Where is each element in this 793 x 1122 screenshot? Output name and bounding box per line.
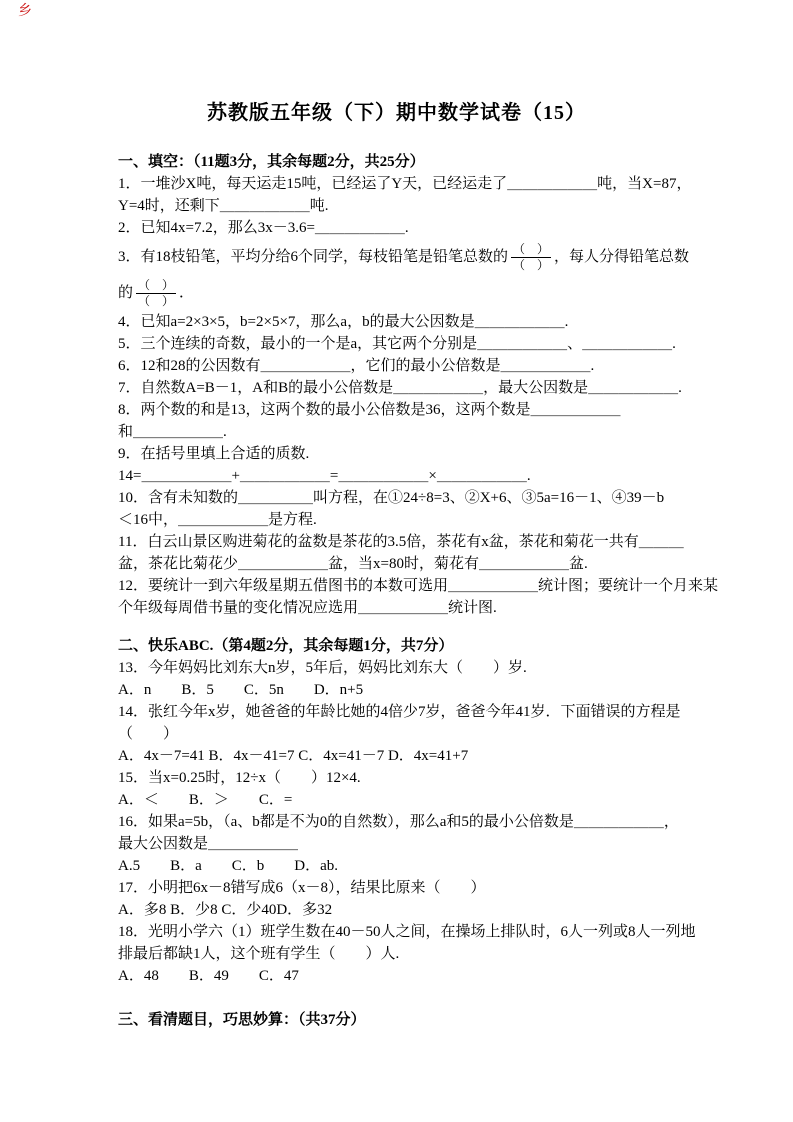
question-18-options: A．48 B．49 C．47 xyxy=(118,968,299,984)
exam-content xyxy=(0,151,793,1031)
page-title: 苏教版五年级（下）期中数学试卷（15） xyxy=(207,102,586,124)
question-16-options: A.5 B．a C．b D．ab. xyxy=(118,858,338,874)
question-3-text-1: 3．有18枝铅笔，平均分给6个同学，每枝铅笔是铅笔总数的 xyxy=(118,249,509,265)
question-10-line2: ＜16中，＿＿＿＿＿＿是方程. xyxy=(118,512,317,528)
question-14-line1: 14．张红今年x岁，她爸爸的年龄比她的4倍少7岁，爸爸今年41岁．下面错误的方程是 xyxy=(118,704,681,720)
question-3-line1 xyxy=(118,239,690,275)
question-7: 7．自然数A=B－1，A和B的最小公倍数是＿＿＿＿＿＿，最大公因数是＿＿＿＿＿＿. xyxy=(118,380,682,396)
section3-heading: 三、看清题目，巧思妙算：（共37分） xyxy=(118,1012,366,1028)
question-16-line1: 16．如果a=5b，（a、b都是不为0的自然数），那么a和5的最小公倍数是＿＿＿＿＿＿， xyxy=(118,814,679,830)
question-10-line1: 10．含有未知数的＿＿＿＿＿叫方程，在①24÷8=3、②X+6、③5a=16－1、④39－b xyxy=(118,490,665,506)
question-11-line1: 11．白云山景区购进菊花的盆数是茶花的3.5倍，茶花有x盆，茶花和菊花一共有＿＿＿ xyxy=(118,534,684,550)
section1-heading: 一、填空：（11题3分，其余每题2分，共25分） xyxy=(118,154,425,170)
question-5: 5．三个连续的奇数，最小的一个是a，其它两个分别是＿＿＿＿＿＿、＿＿＿＿＿＿. xyxy=(118,336,676,352)
question-8-line2: 和＿＿＿＿＿＿. xyxy=(118,424,227,440)
question-14-line2: （ ） xyxy=(118,726,179,742)
fraction-denominator: （ ） xyxy=(513,258,550,273)
question-15-options: A．＜ B．＞ C．= xyxy=(118,792,293,808)
question-11-line2: 盆，茶花比菊花少＿＿＿＿＿＿盆，当x=80时，菊花有＿＿＿＿＿＿盆. xyxy=(118,556,588,572)
fraction-numerator: （ ） xyxy=(138,278,175,293)
question-1-line2: Y=4时，还剩下＿＿＿＿＿＿吨. xyxy=(118,198,329,214)
question-3-text-3: 的 xyxy=(118,285,134,301)
question-3-line2 xyxy=(118,275,681,311)
question-15-line1: 15．当x=0.25时，12÷x（ ）12×4. xyxy=(118,770,361,786)
question-4: 4．已知a=2×3×5，b=2×5×7，那么a，b的最大公因数是＿＿＿＿＿＿. xyxy=(118,314,569,330)
question-3-text-4: ． xyxy=(179,285,195,301)
question-16-line2: 最大公因数是＿＿＿＿＿＿ xyxy=(118,836,299,852)
fraction-blank-1 xyxy=(511,242,551,273)
question-13-options: A．n B．5 C．5n D．n+5 xyxy=(118,682,364,698)
fraction-denominator: （ ） xyxy=(138,294,175,309)
question-6: 6．12和28的公因数有＿＿＿＿＿＿，它们的最小公倍数是＿＿＿＿＿＿. xyxy=(118,358,595,374)
question-17-options: A．多8 B．少8 C．少40D．多32 xyxy=(118,902,333,918)
question-18-line2: 排最后都缺1人，这个班有学生（ ）人. xyxy=(118,946,400,962)
fraction-numerator: （ ） xyxy=(513,242,550,257)
question-18-line1: 18．光明小学六（1）班学生数在40－50人之间，在操场上排队时，6人一列或8人一列地 xyxy=(118,924,696,940)
question-9-line2: 14=＿＿＿＿＿＿+＿＿＿＿＿＿=＿＿＿＿＿＿×＿＿＿＿＿＿. xyxy=(118,468,531,484)
question-12-line1: 12．要统计一到六年级星期五借图书的本数可选用＿＿＿＿＿＿统计图；要统计一个月来某 xyxy=(118,578,719,594)
section2-heading: 二、快乐ABC.（第4题2分，其余每题1分，共7分） xyxy=(118,638,454,654)
fraction-blank-2 xyxy=(136,278,176,309)
question-2: 2．已知4x=7.2，那么3x－3.6=＿＿＿＿＿＿. xyxy=(118,220,409,236)
question-12-line2: 个年级每周借书量的变化情况应选用＿＿＿＿＿＿统计图. xyxy=(118,600,497,616)
question-3-text-2: ，每人分得铅笔总数 xyxy=(554,249,690,265)
question-14-options: A．4x－7=41 B．4x－41=7 C．4x=41－7 D．4x=41+7 xyxy=(118,748,469,764)
question-8-line1: 8．两个数的和是13，这两个数的最小公倍数是36，这两个数是＿＿＿＿＿＿ xyxy=(118,402,621,418)
question-13-line1: 13．今年妈妈比刘东大n岁，5年后，妈妈比刘东大（ ）岁. xyxy=(118,660,527,676)
question-9-line1: 9．在括号里填上合适的质数. xyxy=(118,446,310,462)
corner-watermark: 乡 xyxy=(18,4,32,19)
question-1-line1: 1．一堆沙X吨，每天运走15吨，已经运了Y天，已经运走了＿＿＿＿＿＿吨，当X=87， xyxy=(118,176,692,192)
question-17-line1: 17．小明把6x－8错写成6（x－8），结果比原来（ ） xyxy=(118,880,486,896)
